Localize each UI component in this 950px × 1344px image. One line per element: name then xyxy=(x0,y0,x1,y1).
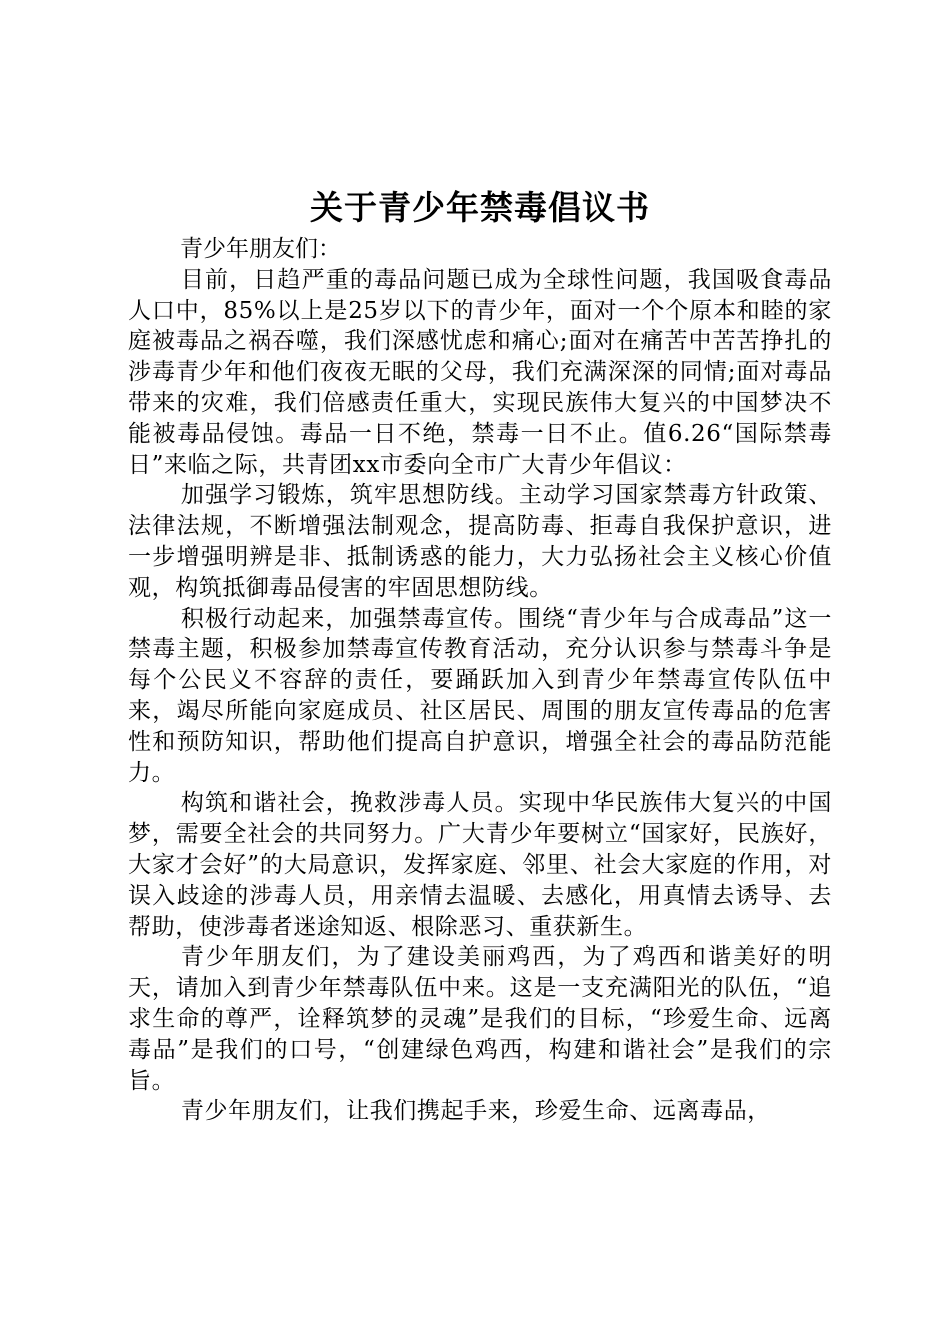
paragraph-closing: 青少年朋友们，让我们携起手来，珍爱生命、远离毒品， xyxy=(180,1098,771,1125)
salutation: 青少年朋友们： xyxy=(180,236,341,262)
paragraph-intro: 目前，日趋严重的毒品问题已成为全球性问题，我国吸食毒品人口中，85%以上是25岁以下的青少年，面对一个个原本和睦的家庭被毒品之祸吞噬，我们深感忧虑和痛心;面对在痛苦中苦苦挣扎的涉毒青少年和他们夜夜无眠的父母，我们充满深深的同情;面对毒品带来的灾难，我们倍感责任重大，实现民族伟大复兴的中国梦决不能被毒品侵蚀。毒品一日不绝，禁毒一日不止。值6.26“国际禁毒日”来临之际，共青团xx市委向全市广大青少年倡议： xyxy=(128,266,832,478)
paragraph-publicity: 积极行动起来，加强禁毒宣传。围绕“青少年与合成毒品”这一禁毒主题，积极参加禁毒宣传教育活动，充分认识参与禁毒斗争是每个公民义不容辞的责任，要踊跃加入到青少年禁毒宣传队伍中来，竭尽所能向家庭成员、社区居民、周围的朋友宣传毒品的危害性和预防知识，帮助他们提高自护意识，增强全社会的毒品防范能力。 xyxy=(128,605,832,786)
paragraph-study: 加强学习锻炼，筑牢思想防线。主动学习国家禁毒方针政策、法律法规，不断增强法制观念，提高防毒、拒毒自我保护意识，进一步增强明辨是非、抵制诱惑的能力，大力弘扬社会主义核心价值观，构筑抵御毒品侵害的牢固思想防线。 xyxy=(128,482,832,601)
paragraph-harmony: 构筑和谐社会，挽救涉毒人员。实现中华民族伟大复兴的中国梦，需要全社会的共同努力。广大青少年要树立“国家好，民族好，大家才会好”的大局意识，发挥家庭、邻里、社会大家庭的作用，对误入歧途的涉毒人员，用亲情去温暖、去感化，用真情去诱导、去帮助，使涉毒者迷途知返、根除恶习、重获新生。 xyxy=(128,790,832,940)
paragraph-join: 青少年朋友们，为了建设美丽鸡西，为了鸡西和谐美好的明天，请加入到青少年禁毒队伍中来。这是一支充满阳光的队伍，“追求生命的尊严，诠释筑梦的灵魂”是我们的目标，“珍爱生命、远离毒品”是我们的口号，“创建绿色鸡西，构建和谐社会”是我们的宗旨。 xyxy=(128,944,832,1094)
document-title: 关于青少年禁毒倡议书 xyxy=(310,188,650,227)
document-page xyxy=(128,182,832,1127)
